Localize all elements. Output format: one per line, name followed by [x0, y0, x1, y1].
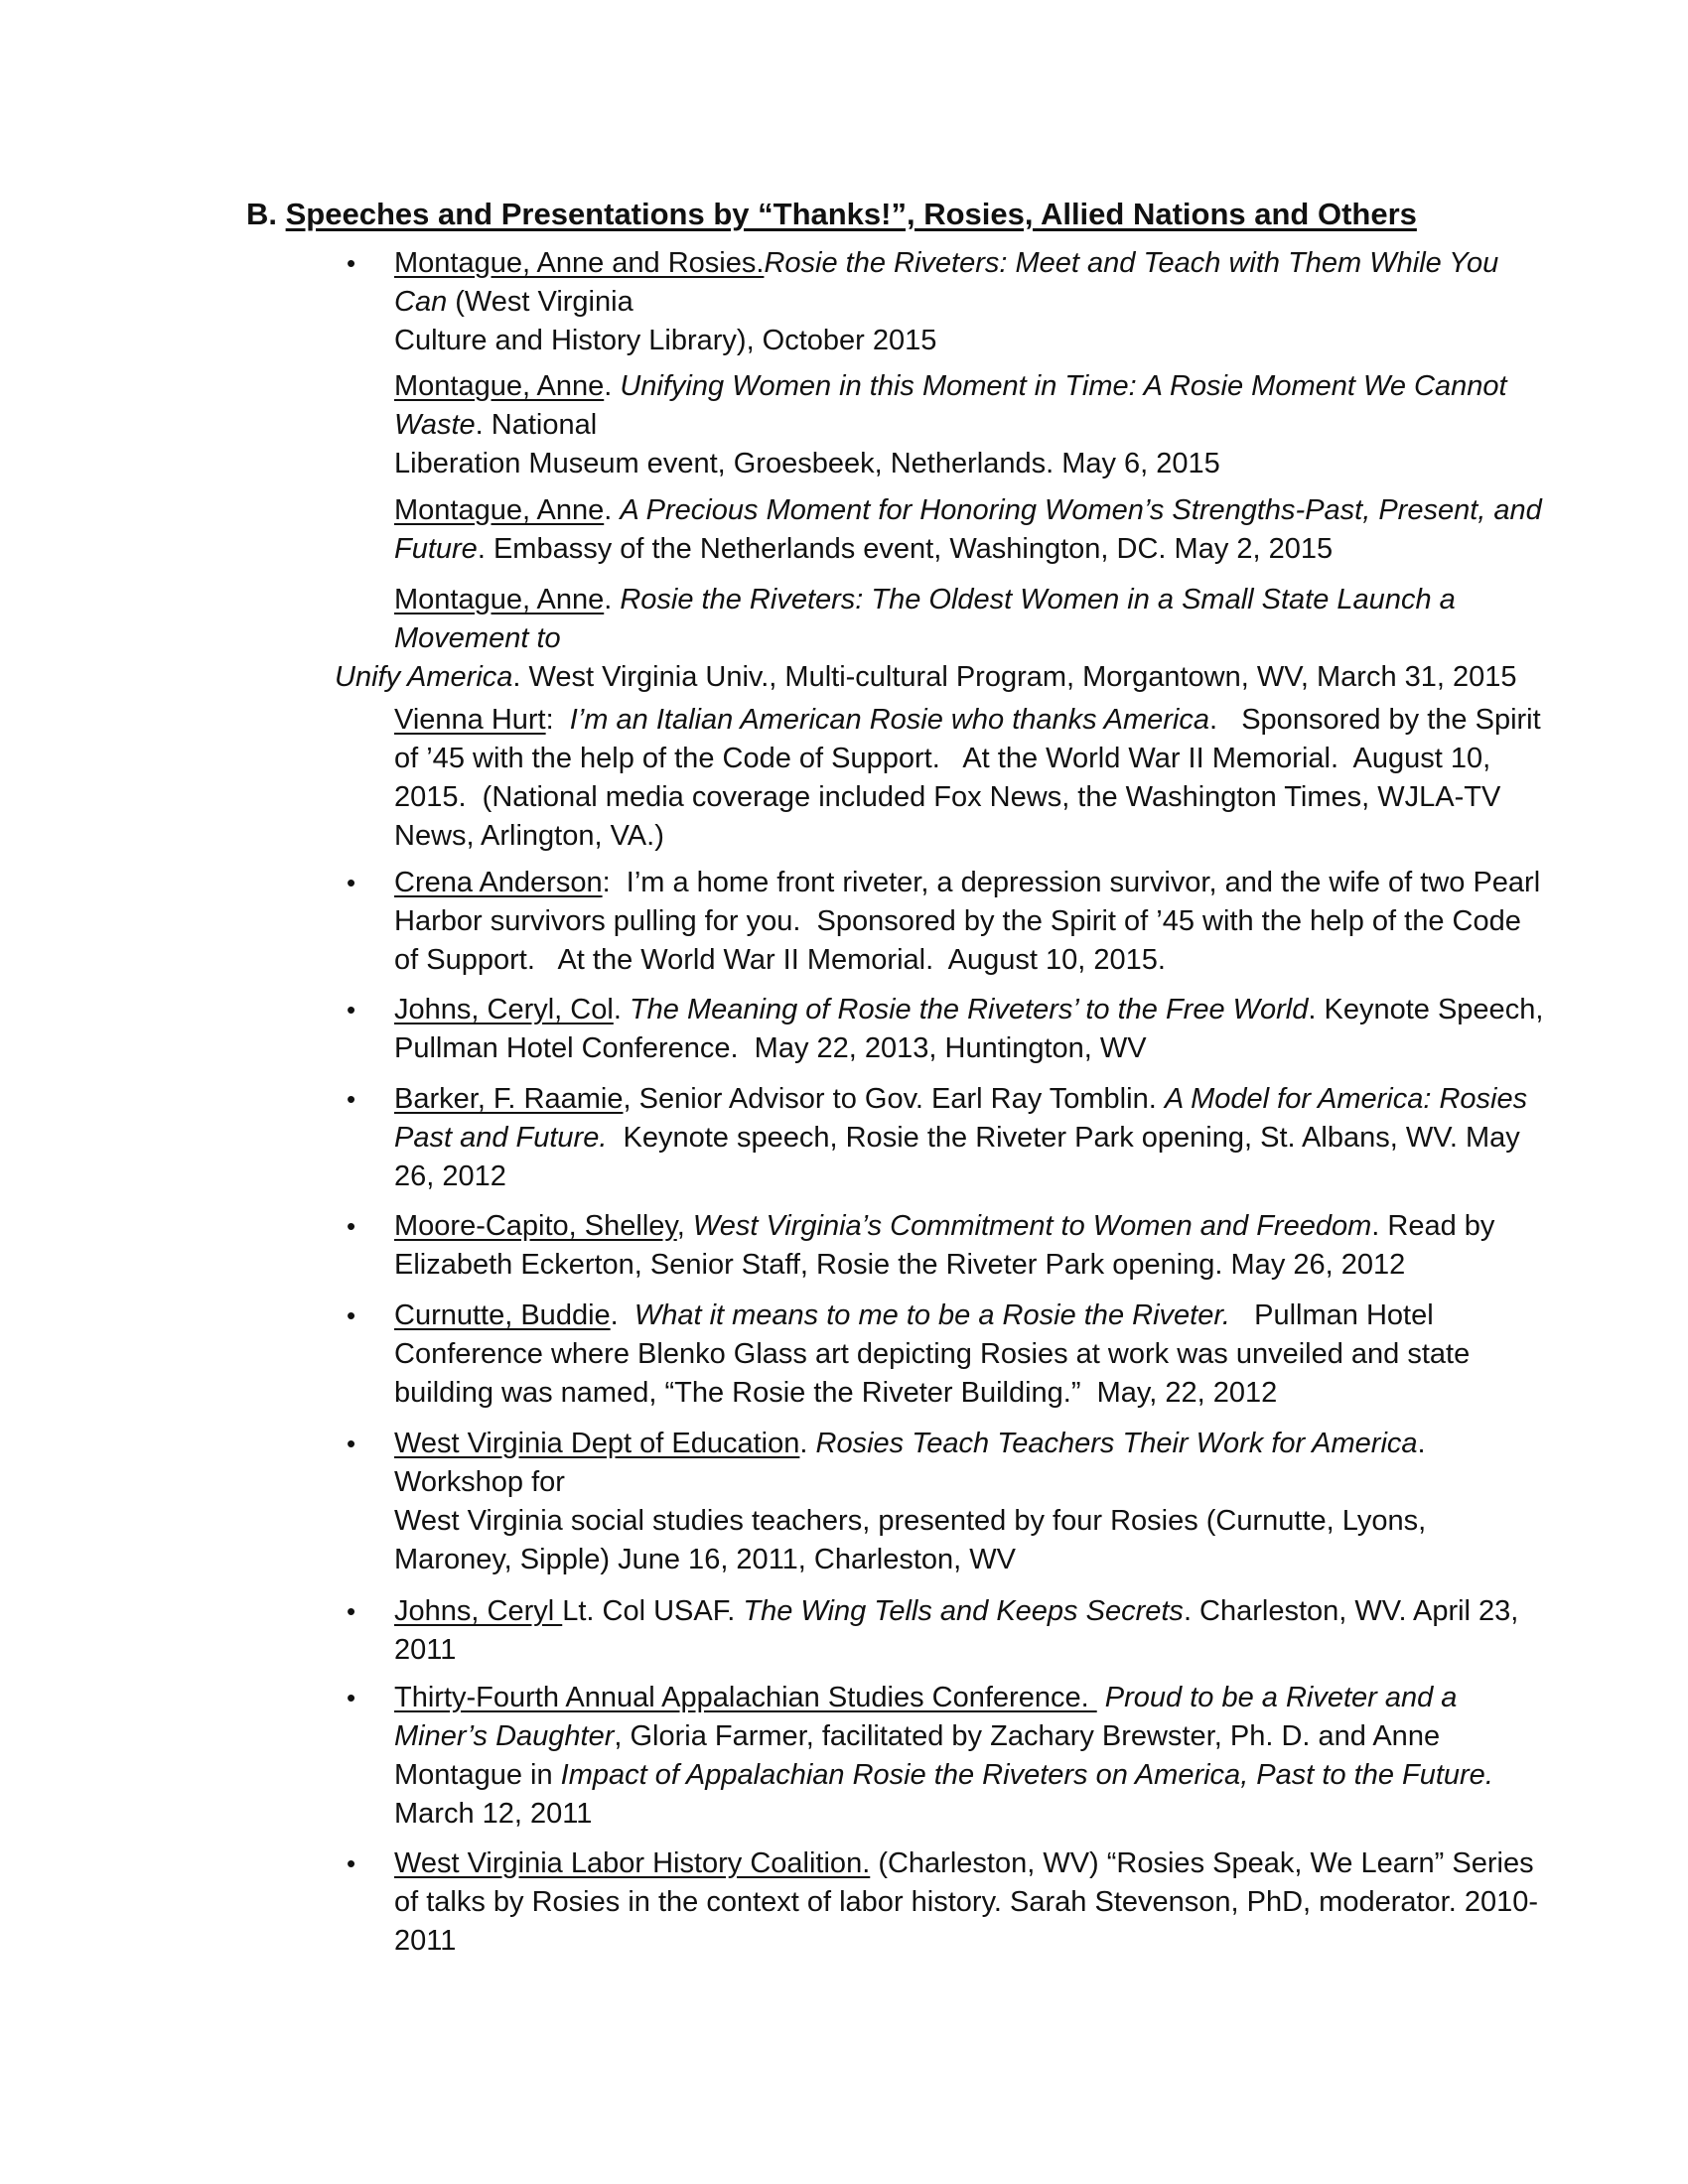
entry-text: of Support. At the World War II Memorial. August 10, 2015. — [394, 944, 1166, 976]
entry-text: Pullman Hotel — [1229, 1299, 1434, 1331]
section-heading — [246, 197, 1417, 232]
list-item — [347, 1844, 1539, 1961]
entry-title-cont: Past and Future. — [394, 1122, 608, 1154]
entry-title-cont: Movement to — [394, 622, 561, 654]
entry-title-cont: Miner’s Daughter — [394, 1720, 615, 1752]
entry-author: Moore-Capito, Shelley — [394, 1210, 677, 1242]
entry-text: Harbor survivors pulling for you. Sponsored by the Spirit of ’45 with the help of the Code — [394, 905, 1521, 937]
entry-author: West Virginia Dept of Education — [394, 1428, 800, 1459]
entry-text: . National — [475, 409, 598, 441]
section-letter: B. — [246, 197, 277, 231]
entry-author: Johns, Ceryl — [394, 1595, 563, 1627]
entry-text: March 12, 2011 — [394, 1798, 593, 1830]
bullet: • — [347, 248, 356, 278]
list-item — [347, 1080, 1528, 1196]
entry-text: Pullman Hotel Conference. May 22, 2013, Huntington, WV — [394, 1032, 1147, 1064]
entry-text: building was named, “The Rosie the Riveter Building.” May, 22, 2012 — [394, 1377, 1278, 1409]
entry-text: . Embassy of the Netherlands event, Washington, DC. May 2, 2015 — [477, 533, 1334, 565]
entry-separator: . — [604, 370, 613, 402]
entry-text: . Sponsored by the Spirit — [1208, 704, 1541, 736]
bullet: • — [347, 1596, 356, 1626]
entry-author: Montague, Anne and Rosies. — [394, 247, 765, 279]
bullet: • — [347, 1300, 356, 1330]
entry-author: Crena Anderson — [394, 867, 603, 898]
entry-separator: . — [604, 494, 613, 526]
entry-author: Montague, Anne — [394, 584, 605, 615]
entry-text: , Senior Advisor to Gov. Earl Ray Tomblin. — [623, 1083, 1165, 1115]
entry-separator: , — [676, 1210, 693, 1242]
entry-text: Montague in — [394, 1759, 561, 1791]
entry-text: 2011 — [394, 1925, 457, 1957]
entry-title: A Model for America: Rosies — [1164, 1083, 1528, 1115]
entry-title: Proud to be a Riveter and a — [1096, 1682, 1458, 1713]
entry-text: of talks by Rosies in the context of labor history. Sarah Stevenson, PhD, moderator. 2010- — [394, 1886, 1539, 1918]
entry-text: Conference where Blenko Glass art depicting Rosies at work was unveiled and state — [394, 1338, 1471, 1370]
entry-text: Elizabeth Eckerton, Senior Staff, Rosie the Riveter Park opening. May 26, 2012 — [394, 1249, 1406, 1281]
entry-title: Unifying Women in this Moment in Time: A Rosie Moment We Cannot — [620, 370, 1507, 402]
entry-text: of ’45 with the help of the Code of Support. At the World War II Memorial. August 10, — [394, 743, 1491, 774]
entry-text: . West Virginia Univ., Multi-cultural Program, Morgantown, WV, March 31, 2015 — [512, 661, 1517, 693]
list-item — [347, 864, 1541, 980]
list-item — [347, 1207, 1495, 1285]
entry-title-cont: Future — [394, 533, 478, 565]
entry-title: What it means to me to be a Rosie the Riveter. — [633, 1299, 1230, 1331]
entry-title: A Precious Moment for Honoring Women’s Strengths-Past, Present, and — [620, 494, 1542, 526]
entry-author: Curnutte, Buddie — [394, 1299, 611, 1331]
entry-title: The Wing Tells and Keeps Secrets — [743, 1595, 1184, 1627]
bullet: • — [347, 1683, 356, 1712]
entry-text: . Read by — [1371, 1210, 1495, 1242]
bullet: • — [347, 995, 356, 1024]
entry-separator: . — [610, 1299, 634, 1331]
list-item — [394, 701, 1541, 856]
entry-text: 2011 — [394, 1634, 457, 1666]
entry-text: (West Virginia — [447, 286, 633, 318]
bullet: • — [347, 1848, 356, 1878]
entry-text: , Gloria Farmer, facilitated by Zachary Brewster, Ph. D. and Anne — [614, 1720, 1441, 1752]
entry-separator: . — [613, 994, 630, 1025]
entry-separator: . — [799, 1428, 816, 1459]
list-item — [347, 1425, 1427, 1579]
entry-title: Rosie the Riveters: Meet and Teach with Them While You — [764, 247, 1499, 279]
entry-title-cont: Can — [394, 286, 448, 318]
entry-title: The Meaning of Rosie the Riveters’ to the Free World — [629, 994, 1309, 1025]
list-item — [335, 581, 1517, 697]
entry-text: Workshop for — [394, 1466, 565, 1498]
entry-text: 26, 2012 — [394, 1160, 506, 1192]
entry-text: I’m a home front riveter, a depression survivor, and the wife of two Pearl — [626, 867, 1541, 898]
entry-title-cont: Unify America — [335, 661, 513, 693]
bullet: • — [347, 1084, 356, 1114]
entry-text: Keynote speech, Rosie the Riveter Park opening, St. Albans, WV. May — [607, 1122, 1520, 1154]
bullet: • — [347, 1211, 356, 1241]
entry-title: West Virginia’s Commitment to Women and Freedom — [692, 1210, 1372, 1242]
section-title: Speeches and Presentations by “Thanks!”, Rosies, Allied Nations and Others — [285, 197, 1417, 231]
entry-text: Maroney, Sipple) June 16, 2011, Charleston, WV — [394, 1544, 1016, 1575]
entry-title: Rosies Teach Teachers Their Work for America — [815, 1428, 1418, 1459]
list-item — [347, 1297, 1471, 1413]
list-item — [347, 1679, 1493, 1834]
entry-title: Impact of Appalachian Rosie the Riveters on America, Past to the Future. — [560, 1759, 1493, 1791]
list-item — [347, 991, 1544, 1068]
entry-text: (Charleston, WV) “Rosies Speak, We Learn” Series — [870, 1847, 1534, 1879]
entry-text: Culture and History Library), October 2015 — [394, 325, 937, 356]
entry-author: Montague, Anne — [394, 494, 605, 526]
list-item — [394, 491, 1542, 569]
entry-separator: : — [545, 704, 570, 736]
entry-author: Johns, Ceryl, Col — [394, 994, 614, 1025]
entry-text: 2015. (National media coverage included Fox News, the Washington Times, WJLA-TV — [394, 781, 1501, 813]
list-item — [347, 1592, 1519, 1670]
bullet: • — [347, 868, 356, 897]
entry-title-cont: Waste — [394, 409, 476, 441]
bullet: • — [347, 1429, 356, 1458]
entry-author: West Virginia Labor History Coalition. — [394, 1847, 871, 1879]
entry-author: Vienna Hurt — [394, 704, 546, 736]
entry-author: Montague, Anne — [394, 370, 605, 402]
list-item — [394, 367, 1507, 483]
entry-separator: : — [602, 867, 627, 898]
entry-text: . — [1417, 1428, 1426, 1459]
entry-text: West Virginia social studies teachers, presented by four Rosies (Curnutte, Lyons, — [394, 1505, 1427, 1537]
entry-separator: . — [604, 584, 613, 615]
list-item — [347, 244, 1499, 360]
entry-title: I’m an Italian American Rosie who thanks America — [569, 704, 1209, 736]
entry-author: Thirty-Fourth Annual Appalachian Studies Conference. — [394, 1682, 1097, 1713]
entry-text: . Charleston, WV. April 23, — [1183, 1595, 1519, 1627]
entry-text: News, Arlington, VA.) — [394, 820, 664, 852]
entry-title: Rosie the Riveters: The Oldest Women in a Small State Launch a — [620, 584, 1456, 615]
entry-text: . Keynote Speech, — [1308, 994, 1544, 1025]
entry-text: Lt. Col USAF. — [562, 1595, 744, 1627]
entry-text: Liberation Museum event, Groesbeek, Netherlands. May 6, 2015 — [394, 448, 1220, 479]
entry-author: Barker, F. Raamie — [394, 1083, 624, 1115]
